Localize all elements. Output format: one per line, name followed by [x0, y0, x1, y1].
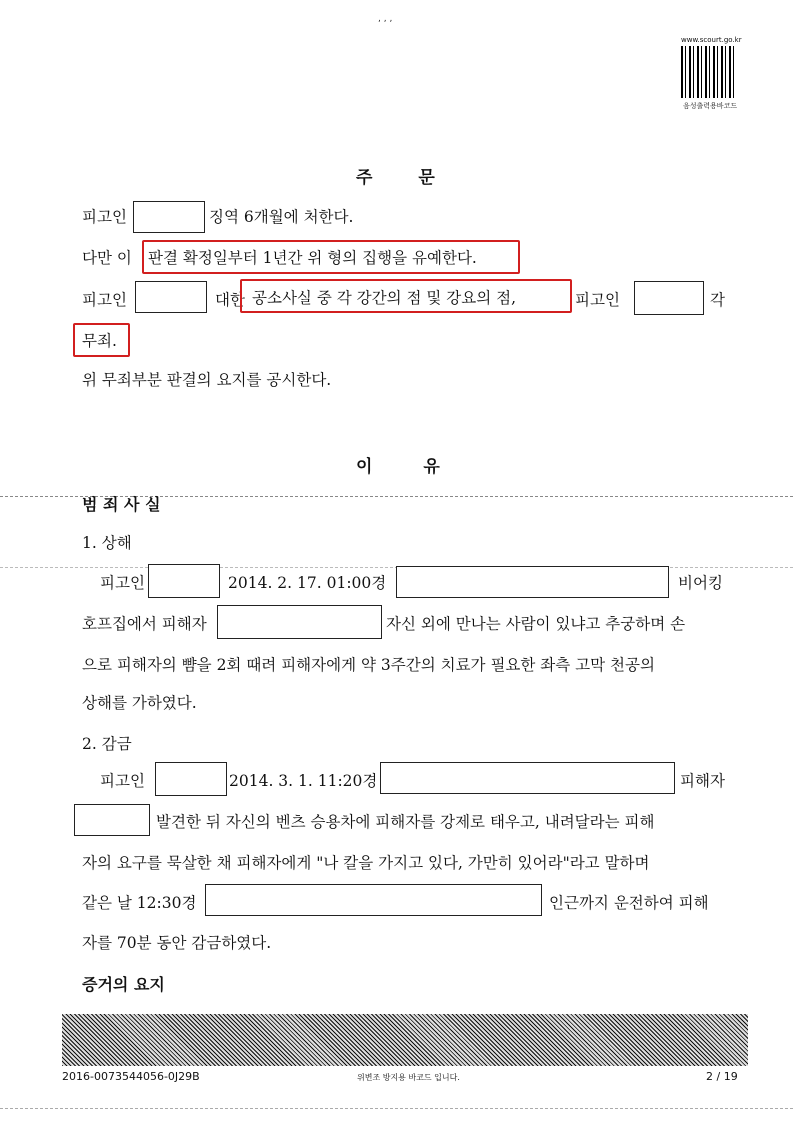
redacted-name-box [155, 762, 227, 796]
reason-title: 이 유 [356, 457, 440, 477]
order-line3-text-a: 대한 [215, 291, 245, 309]
order-line3-text-c: 피고인 [575, 291, 620, 309]
page-number: 2 / 19 [706, 1070, 738, 1083]
scan-marks: , , , [378, 14, 393, 24]
sec2-line2: 발견한 뒤 자신의 벤츠 승용차에 피해자를 강제로 태우고, 내려달라는 피해 [156, 813, 655, 831]
document-id: 2016-0073544056-0J29B [62, 1070, 200, 1083]
redacted-place-box [380, 762, 675, 794]
redacted-name-box [135, 281, 207, 313]
order-line1-label: 피고인 [82, 208, 127, 226]
evidence-heading: 증거의 요지 [82, 975, 165, 994]
order-line2-label: 다만 이 [82, 249, 132, 267]
sec2-line1-end: 피해자 [680, 772, 725, 790]
sec2-line1-date: 2014. 3. 1. 11:20경 [229, 772, 378, 790]
qr-caption: 음성출력용바코드 [683, 102, 738, 110]
order-title: 주 문 [356, 168, 435, 188]
sec1-line4: 상해를 가하였다. [82, 694, 197, 712]
redacted-place-box [205, 884, 542, 916]
sec1-title: 1. 상해 [82, 534, 132, 552]
crime-facts-heading: 범 죄 사 실 [82, 495, 161, 514]
sec1-line1-end: 비어킹 [678, 574, 723, 592]
order-line5-text: 위 무죄부분 판결의 요지를 공시한다. [82, 371, 332, 389]
barcode-notice: 위변조 방지용 바코드 입니다. [357, 1073, 460, 1082]
sec1-line1-date: 2014. 2. 17. 01:00경 [228, 574, 387, 592]
sec2-line3: 자의 요구를 묵살한 채 피해자에게 "나 칼을 가지고 있다, 가만히 있어라"라고 말하며 [82, 854, 650, 872]
order-line1-text: 징역 6개월에 처한다. [209, 208, 354, 226]
sec2-line5: 자를 70분 동안 감금하였다. [82, 934, 272, 952]
redacted-name-box [74, 804, 150, 836]
redacted-name-box [148, 564, 220, 598]
order-line3-label: 피고인 [82, 291, 127, 309]
sec1-line3: 으로 피해자의 뺨을 2회 때려 피해자에게 약 3주간의 치료가 필요한 좌측 고막 천공의 [82, 656, 655, 674]
redacted-name-box [634, 281, 704, 315]
sec2-line4-a: 같은 날 12:30경 [82, 894, 197, 912]
order-line2-text: 판결 확정일부터 1년간 위 형의 집행을 유예한다. [148, 249, 477, 267]
order-line3-text-b: 공소사실 중 각 강간의 점 및 강요의 점, [252, 289, 517, 307]
redacted-name-box [217, 605, 382, 639]
sec2-title: 2. 감금 [82, 735, 132, 753]
sec2-line1-label: 피고인 [100, 772, 145, 790]
sec1-line1-label: 피고인 [100, 574, 145, 592]
order-line4-text: 무죄. [82, 332, 117, 350]
redacted-place-box [396, 566, 669, 598]
redacted-name-box [133, 201, 205, 233]
sec2-line4-b: 인근까지 운전하여 피해 [549, 894, 709, 912]
sec1-line2-a: 호프집에서 피해자 [82, 615, 207, 633]
sec1-line2-b: 자신 외에 만나는 사람이 있냐고 추궁하며 손 [386, 615, 686, 633]
site-url: www.scourt.go.kr [681, 36, 742, 44]
qr-code [681, 46, 736, 98]
anti-forgery-barcode [62, 1014, 748, 1066]
order-line3-text-d: 각 [710, 291, 725, 309]
divider [0, 1108, 793, 1109]
